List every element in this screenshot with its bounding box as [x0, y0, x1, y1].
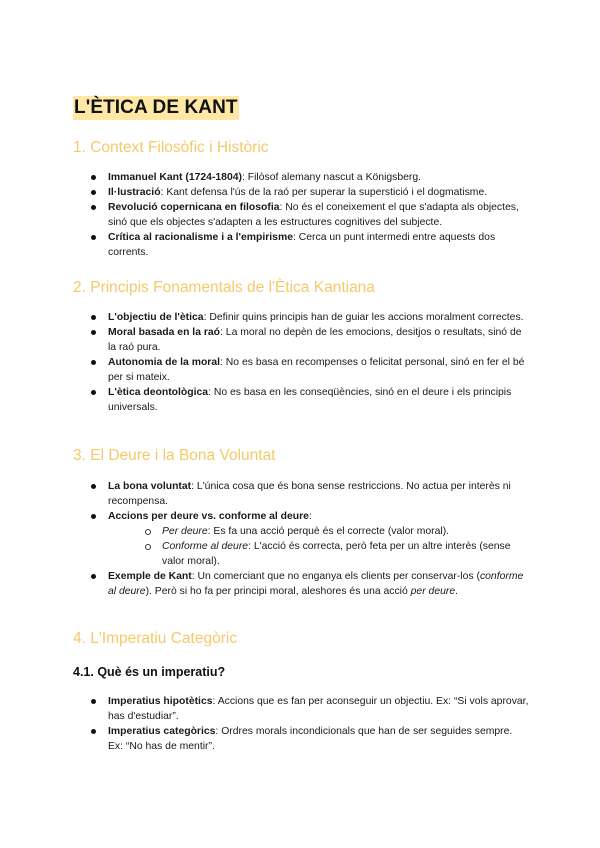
list-item-text: : No és el coneixement el que s'adapta als objectes, sinó que els objectes s'adapten a les estructures cognitives del subjecte. — [108, 202, 519, 228]
list-item-text: . — [455, 586, 459, 597]
list-item-term: Accions per deure vs. conforme al deure — [108, 511, 309, 522]
list-item-term: Moral basada en la raó — [108, 327, 221, 338]
list-item — [90, 185, 530, 200]
list-item — [90, 355, 530, 385]
list-item — [90, 170, 530, 185]
section-4-heading: 4. L'Imperatiu Categòric — [73, 630, 238, 647]
list-item-text: : Kant defensa l'ús de la raó per superar la superstició i el dogmatisme. — [160, 187, 488, 198]
list-item-text: : Filòsof alemany nascut a Königsberg. — [241, 172, 422, 183]
list-item-text: : Accions que es fan per aconseguir un objectiu. Ex: “Si vols aprovar, has d'estudiar”. — [108, 696, 529, 722]
section-3-heading: 3. El Deure i la Bona Voluntat — [73, 447, 276, 464]
sub-list-item — [144, 524, 524, 539]
section-2-list — [90, 310, 530, 415]
list-item — [90, 310, 530, 325]
list-item — [90, 509, 530, 569]
list-item-emphasis: conforme al deure — [108, 571, 524, 597]
list-item-term: Il·lustració — [108, 187, 161, 198]
list-item-term: Exemple de Kant — [108, 571, 192, 582]
list-item-text: : Definir quins principis han de guiar les accions moralment correctes. — [203, 312, 524, 323]
list-item-term: Revolució copernicana en filosofia — [108, 202, 280, 213]
section-2-heading: 2. Principis Fonamentals de l'Ètica Kantiana — [73, 279, 375, 296]
list-item-emphasis: per deure — [410, 586, 456, 597]
list-item-text: : Ordres morals incondicionals que han de ser seguides sempre. Ex: “No has de mentir”. — [108, 726, 513, 752]
sub-list — [144, 524, 524, 569]
list-item — [90, 200, 530, 230]
list-item-text: : L'única cosa que és bona sense restriccions. No actua per interès ni recompensa. — [108, 481, 511, 507]
list-item — [90, 325, 530, 355]
list-item-text: ). Però si ho fa per principi moral, aleshores és una acció — [145, 586, 411, 597]
section-4-list — [90, 694, 530, 754]
sub-list-item-text: : L'acció és correcta, però feta per un altre interès (sense valor moral). — [162, 541, 511, 567]
list-item — [90, 569, 530, 599]
list-item-text: : No es basa en recompenses o felicitat personal, sinó en fer el bé per si mateix. — [108, 357, 525, 383]
list-item — [90, 724, 530, 754]
list-item-term: Crítica al racionalisme i a l'empirisme — [108, 232, 293, 243]
section-4-subheading: 4.1. Què és un imperatiu? — [73, 665, 226, 679]
list-item — [90, 479, 530, 509]
list-item-term: Autonomia de la moral — [108, 357, 221, 368]
list-item-term: L'objectiu de l'ètica — [108, 312, 204, 323]
sub-list-item — [144, 539, 524, 569]
document-title: L'ÈTICA DE KANT — [74, 97, 238, 118]
sub-list-item-term: Per deure — [162, 526, 208, 537]
list-item-text: : Un comerciant que no enganya els clients per conservar-los ( — [191, 571, 480, 582]
list-item — [90, 230, 530, 260]
list-item — [90, 385, 530, 415]
section-3-list — [90, 479, 530, 599]
section-1-heading: 1. Context Filosòfic i Històric — [73, 139, 269, 156]
list-item-text: : No es basa en les conseqüències, sinó en el deure i els principis universals. — [108, 387, 512, 413]
section-1-list — [90, 170, 530, 260]
list-item-term: Imperatius categòrics — [108, 726, 216, 737]
sub-list-item-text: : Es fa una acció perquè és el correcte (valor moral). — [207, 526, 450, 537]
list-item-term: L'ètica deontològica — [108, 387, 209, 398]
list-item-term: Imperatius hipotètics — [108, 696, 213, 707]
list-item-term: Immanuel Kant (1724-1804) — [108, 172, 242, 183]
list-item — [90, 694, 530, 724]
list-item-text: : La moral no depèn de les emocions, desitjos o resultats, sinó de la raó pura. — [108, 327, 522, 353]
list-item-term: La bona voluntat — [108, 481, 192, 492]
sub-list-item-term: Conforme al deure — [162, 541, 249, 552]
list-item-text: : Cerca un punt intermedi entre aquests dos corrents. — [108, 232, 496, 258]
list-item-text: : — [308, 511, 312, 522]
